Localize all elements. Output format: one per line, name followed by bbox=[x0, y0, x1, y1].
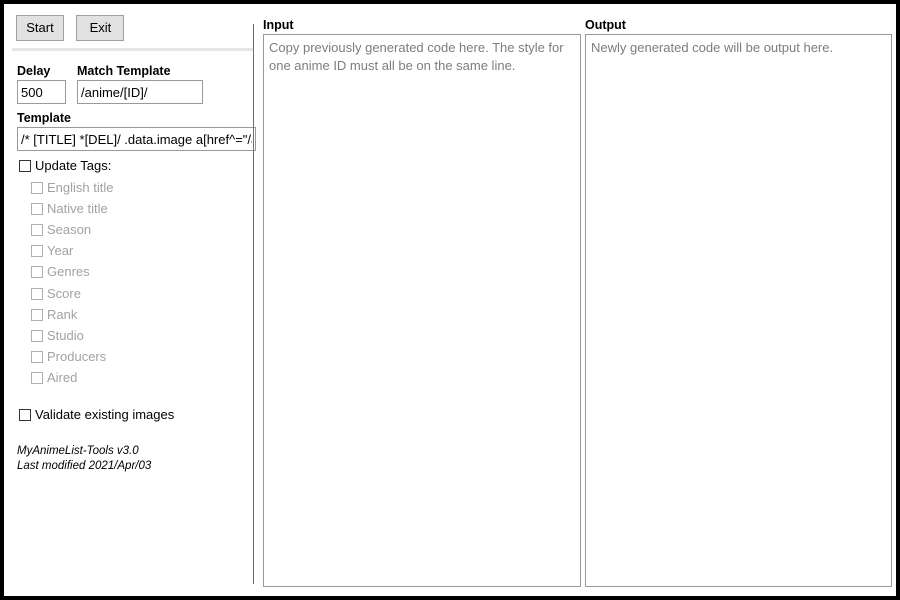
update-tags-label: Update Tags: bbox=[35, 158, 112, 173]
update-tag-checkbox-row bbox=[31, 202, 108, 216]
checkbox-icon bbox=[31, 351, 43, 363]
update-tag-label: Native title bbox=[47, 201, 108, 217]
delay-label: Delay bbox=[17, 64, 51, 78]
output-textarea[interactable] bbox=[585, 34, 892, 587]
match-template-input[interactable] bbox=[77, 80, 203, 104]
checkbox-icon bbox=[31, 224, 43, 236]
toolbar-divider bbox=[12, 48, 254, 51]
left-control-panel bbox=[4, 4, 254, 596]
toolbar bbox=[16, 15, 132, 41]
app-version-text: MyAnimeList-Tools v3.0 bbox=[17, 445, 139, 457]
template-label: Template bbox=[17, 111, 71, 125]
update-tag-label: Producers bbox=[47, 348, 107, 364]
update-tag-checkbox-row bbox=[31, 287, 81, 301]
update-tag-label: Score bbox=[47, 285, 81, 301]
template-input[interactable] bbox=[17, 127, 256, 151]
checkbox-icon bbox=[31, 372, 43, 384]
match-template-label: Match Template bbox=[77, 64, 171, 78]
checkbox-icon bbox=[31, 182, 43, 194]
exit-button[interactable]: Exit bbox=[76, 15, 124, 41]
input-textarea[interactable] bbox=[263, 34, 581, 587]
checkbox-icon bbox=[31, 309, 43, 321]
output-panel-title: Output bbox=[585, 18, 626, 32]
validate-existing-images-label: Validate existing images bbox=[35, 407, 175, 422]
input-panel-title: Input bbox=[263, 18, 294, 32]
update-tag-checkbox-row bbox=[31, 244, 73, 258]
update-tag-checkbox-row bbox=[31, 350, 106, 364]
update-tag-checkbox-row bbox=[31, 181, 113, 195]
panel-divider bbox=[253, 24, 254, 584]
checkbox-icon bbox=[31, 245, 43, 257]
update-tags-checkbox-row[interactable] bbox=[19, 159, 111, 173]
last-modified-text: Last modified 2021/Apr/03 bbox=[17, 460, 152, 472]
checkbox-icon[interactable] bbox=[19, 409, 31, 421]
delay-input[interactable] bbox=[17, 80, 66, 104]
update-tag-checkbox-row bbox=[31, 223, 91, 237]
update-tag-label: English title bbox=[47, 180, 114, 195]
checkbox-icon bbox=[31, 203, 43, 215]
update-tag-checkbox-row bbox=[31, 371, 77, 385]
checkbox-icon bbox=[31, 288, 43, 300]
update-tag-label: Season bbox=[47, 222, 92, 238]
update-tag-label: Genres bbox=[47, 264, 90, 280]
update-tag-checkbox-row bbox=[31, 329, 84, 343]
update-tag-label: Aired bbox=[47, 369, 78, 385]
update-tag-label: Studio bbox=[47, 327, 84, 343]
validate-existing-images-checkbox-row[interactable] bbox=[19, 408, 174, 422]
app-window bbox=[4, 4, 896, 596]
update-tag-checkbox-row bbox=[31, 308, 77, 322]
start-button[interactable]: Start bbox=[16, 15, 64, 41]
update-tag-checkbox-row bbox=[31, 265, 90, 279]
update-tag-label: Year bbox=[47, 243, 74, 259]
update-tag-label: Rank bbox=[47, 306, 78, 322]
checkbox-icon[interactable] bbox=[19, 160, 31, 172]
checkbox-icon bbox=[31, 266, 43, 278]
checkbox-icon bbox=[31, 330, 43, 342]
